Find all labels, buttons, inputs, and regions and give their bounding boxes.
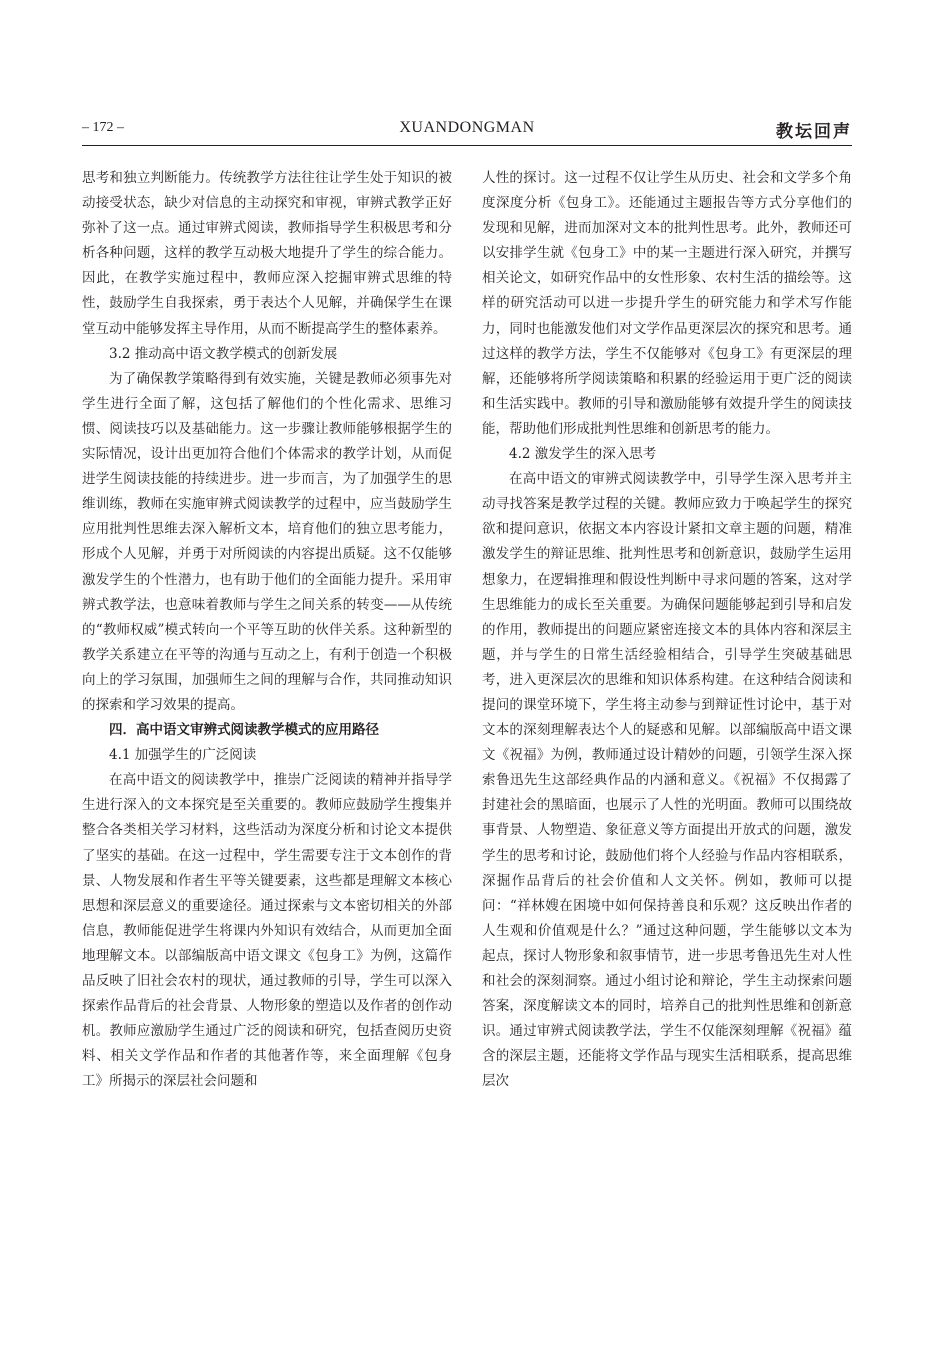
section-heading-3-2: 3.2 推动高中语文教学模式的创新发展	[109, 345, 338, 362]
paragraph: 为了确保教学策略得到有效实施，关键是教师必须事先对学生进行全面了解，这包括了解他们的个性化需求、思维习惯、阅读技巧以及基础能力。这一步骤让教师能够根据学生的实际情况，设计出更加符合他们个体需求的教学计划，从而促进学生阅读技能的持续进步。进一步而言，为了加强学生的思维训练，教师在实施审辨式阅读教学的过程中，应当鼓励学生应用批判性思维去深入解析文本，培育他们的独立思考能力，形成个人见解，并勇于对所阅读的内容提出质疑。这不仅能够激发学生的个性潜力，也有助于他们的全面能力提升。采用审辨式教学法，也意味着教师与学生之间关系的转变——从传统的“教师权威”模式转向一个平等互助的伙伴关系。这种新型的教学关系建立在平等的沟通与互动之上，有利于创造一个积极向上的学习氛围，加强师生之间的理解与合作，共同推动知识的探索和学习效果的提高。	[82, 370, 452, 713]
paragraph: 在高中语文的阅读教学中，推崇广泛阅读的精神并指导学生进行深入的文本探究是至关重要的。教师应鼓励学生搜集并整合各类相关学习材料，这些活动为深度分析和讨论文本提供了坚实的基础。在这一过程中，学生需要专注于文本创作的背景、人物发展和作者生平等关键要素，这些都是理解文本核心思想和深层意义的重要途径。通过探索与文本密切相关的外部信息，教师能促进学生将课内外知识有效结合，从而更加全面地理解文本。以部编版高中语文课文《包身工》为例，这篇作品反映了旧社会农村的现状，通过教师的引导，学生可以深入探索作品背后的社会背景、人物形象的塑造以及作者的创作动机。教师应激励学生通过广泛的阅读和研究，包括查阅历史资料、相关文学作品和作者的其他著作等，来全面理解《包身工》所揭示的深层社会问题和	[82, 772, 452, 1090]
page-number: – 172 –	[82, 120, 124, 135]
paragraph: 人性的探讨。这一过程不仅让学生从历史、社会和文学多个角度深度分析《包身工》。还能通过主题报告等方式分享他们的发现和见解，进而加深对文本的批判性思考。此外，教师还可以安排学生就《包身工》中的某一主题进行深入研究，并撰写相关论文，如研究作品中的女性形象、农村生活的描绘等。这样的研究活动可以进一步提升学生的研究能力和学术写作能力，同时也能激发他们对文学作品更深层次的探究和思考。通过这样的教学方法，学生不仅能够对《包身工》有更深层的理解，还能够将所学阅读策略和积累的经验运用于更广泛的阅读和生活实践中。教师的引导和激励能够有效提升学生的阅读技能，帮助他们形成批判性思维和创新思考的能力。	[482, 170, 852, 437]
left-column	[82, 166, 452, 1094]
paragraph: 在高中语文的审辨式阅读教学中，引导学生深入思考并主动寻找答案是教学过程的关键。教师应致力于唤起学生的探究欲和提问意识，依据文本内容设计紧扣文章主题的问题，精准激发学生的辩证思维、批判性思考和创新意识，鼓励学生运用想象力，在逻辑推理和假设性判断中寻求问题的答案，这对学生思维能力的成长至关重要。为确保问题能够起到引导和启发的作用，教师提出的问题应紧密连接文本的具体内容和深层主题，并与学生的日常生活经验相结合，引导学生突破基础思考，进入更深层次的思维和知识体系构建。在这种结合阅读和提问的课堂环境下，学生将主动参与到辩证性讨论中，基于对文本的深刻理解表达个人的疑惑和见解。以部编版高中语文课文《祝福》为例，教师通过设计精妙的问题，引领学生深入探索鲁迅先生这部经典作品的内涵和意义。《祝福》不仅揭露了封建社会的黑暗面，也展示了人性的光明面。教师可以围绕故事背景、人物塑造、象征意义等方面提出开放式的问题，激发学生的思考和讨论，鼓励他们将个人经验与作品内容相联系，深掘作品背后的社会价值和人文关怀。例如，教师可以提问：“祥林嫂在困境中如何保持善良和乐观？这反映出作者的人生观和价值观是什么？”通过这种问题，学生能够以文本为起点，探讨人物形象和叙事情节，进一步思考鲁迅先生对人性和社会的深刻洞察。通过小组讨论和辩论，学生主动探索问题答案，深度解读文本的同时，培养自己的批判性思维和创新意识。通过审辨式阅读教学法，学生不仅能深刻理解《祝福》蕴含的深层主题，还能将文学作品与现实生活相联系，提高思维层次	[482, 471, 852, 1090]
journal-name: XUANDONGMAN	[399, 119, 535, 136]
column-name: 教坛回声	[776, 122, 852, 142]
section-heading-4-1: 4.1 加强学生的广泛阅读	[109, 747, 257, 764]
paragraph: 思考和独立判断能力。传统教学方法往往让学生处于知识的被动接受状态，缺少对信息的主动探究和审视，审辨式教学正好弥补了这一点。通过审辨式阅读，教师指导学生积极思考和分析各种问题，这样的教学互动极大地提升了学生的综合能力。因此，在教学实施过程中，教师应深入挖掘审辨式思维的特性，鼓励学生自我探索，勇于表达个人见解，并确保学生在课堂互动中能够发挥主导作用，从而不断提高学生的整体素养。	[82, 170, 452, 337]
right-column	[482, 166, 852, 1094]
header-rule	[82, 145, 852, 146]
section-heading-4-2: 4.2 激发学生的深入思考	[509, 446, 657, 463]
section-heading-4: 四．高中语文审辨式阅读教学模式的应用路径	[109, 722, 379, 739]
page-header	[82, 116, 852, 146]
